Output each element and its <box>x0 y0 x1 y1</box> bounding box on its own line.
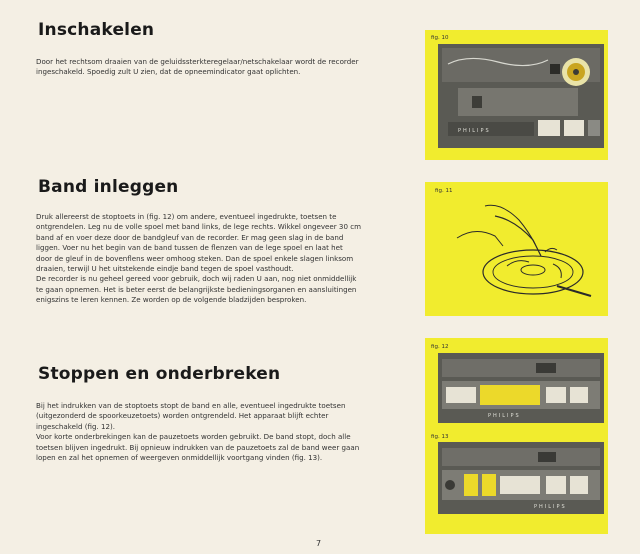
text-line: ontgrendelen. Leg nu de volle spoel met band links, de lege rechts. Wikkel ongeveer 30 cm <box>36 222 362 232</box>
figure-10-label: fig. 10 <box>431 35 449 41</box>
figure-11-panel <box>425 182 608 316</box>
brand-logo-text: PHILIPS <box>534 504 567 510</box>
page-number: 7 <box>316 539 322 548</box>
figure-11-label: fig. 11 <box>435 188 453 194</box>
stop-key-illustration <box>438 353 604 423</box>
text-line: lopen en zal het opnemen of weergeven onmiddellijk voortgang vinden (fig. 13). <box>36 453 323 463</box>
text-line: Druk allereerst de stoptoets in (fig. 12) om andere, eventueel ingedrukte, toetsen te <box>36 212 337 221</box>
section-text-band-inleggen <box>36 212 398 306</box>
text-line: ingeschakeld (fig. 12). <box>36 421 116 431</box>
section-text-stoppen <box>36 401 398 463</box>
figure-13-label: fig. 13 <box>431 434 449 440</box>
text-line: Voor korte onderbrekingen kan de pauzetoets worden gebruikt. De band stopt, doch alle <box>36 432 351 442</box>
figure-12-label: fig. 12 <box>431 344 449 350</box>
pause-key-illustration <box>438 442 604 514</box>
section-title-band-inleggen: Band inleggen <box>38 177 179 197</box>
text-line: band af en voer deze door de bandgleuf van de recorder. Er mag geen slag in de band <box>36 232 344 242</box>
text-line: ingeschakeld. Spoedig zult U zien, dat de opneemindicator gaat oplichten. <box>36 67 301 77</box>
text-line: De recorder is nu geheel gereed voor gebruik, doch wij raden U aan, nog niet onmiddellijk <box>36 274 357 284</box>
section-title-inschakelen: Inschakelen <box>38 20 155 40</box>
text-line: te gaan opnemen. Het is beter eerst de belangrijkste bedieningsorganen en aansluitingen <box>36 284 357 294</box>
text-line: door de gleuf in de bovenflens weer omhoog steken. Dan de spoel enkele slagen linksom <box>36 253 354 263</box>
text-line: liggen. Voer nu het begin van de band tussen de flenzen van de lege spoel en laat het <box>36 243 343 253</box>
text-line: (uitgezonderd de spoorkeuzetoets) worden ontgrendeld. Het apparaat blijft echter <box>36 411 329 421</box>
tape-reel-hand-illustration <box>445 196 595 308</box>
section-text-inschakelen <box>36 57 396 78</box>
recorder-volume-knob-illustration <box>438 44 604 148</box>
section-title-stoppen: Stoppen en onderbreken <box>38 364 281 384</box>
text-line: Door het rechtsom draaien van de geluidssterkteregelaar/netschakelaar wordt de recorder <box>36 57 359 66</box>
text-line: draaien, terwijl U het uitstekende eindje band tegen de spoel vasthoudt. <box>36 264 294 274</box>
text-line: enigszins te leren kennen. Ze worden op de volgende bladzijden besproken. <box>36 295 307 305</box>
text-line: toetsen blijven ingedrukt. Bij opnieuw indrukken van de pauzetoets zal de band weer gaan <box>36 442 360 452</box>
figure-12-13-panel <box>425 338 608 534</box>
figure-10-panel <box>425 30 608 160</box>
brand-logo-text: PHILIPS <box>488 413 521 419</box>
text-line: Bij het indrukken van de stoptoets stopt de band en alle, eventueel ingedrukte toetsen <box>36 401 346 410</box>
brand-logo-text: PHILIPS <box>458 128 491 134</box>
